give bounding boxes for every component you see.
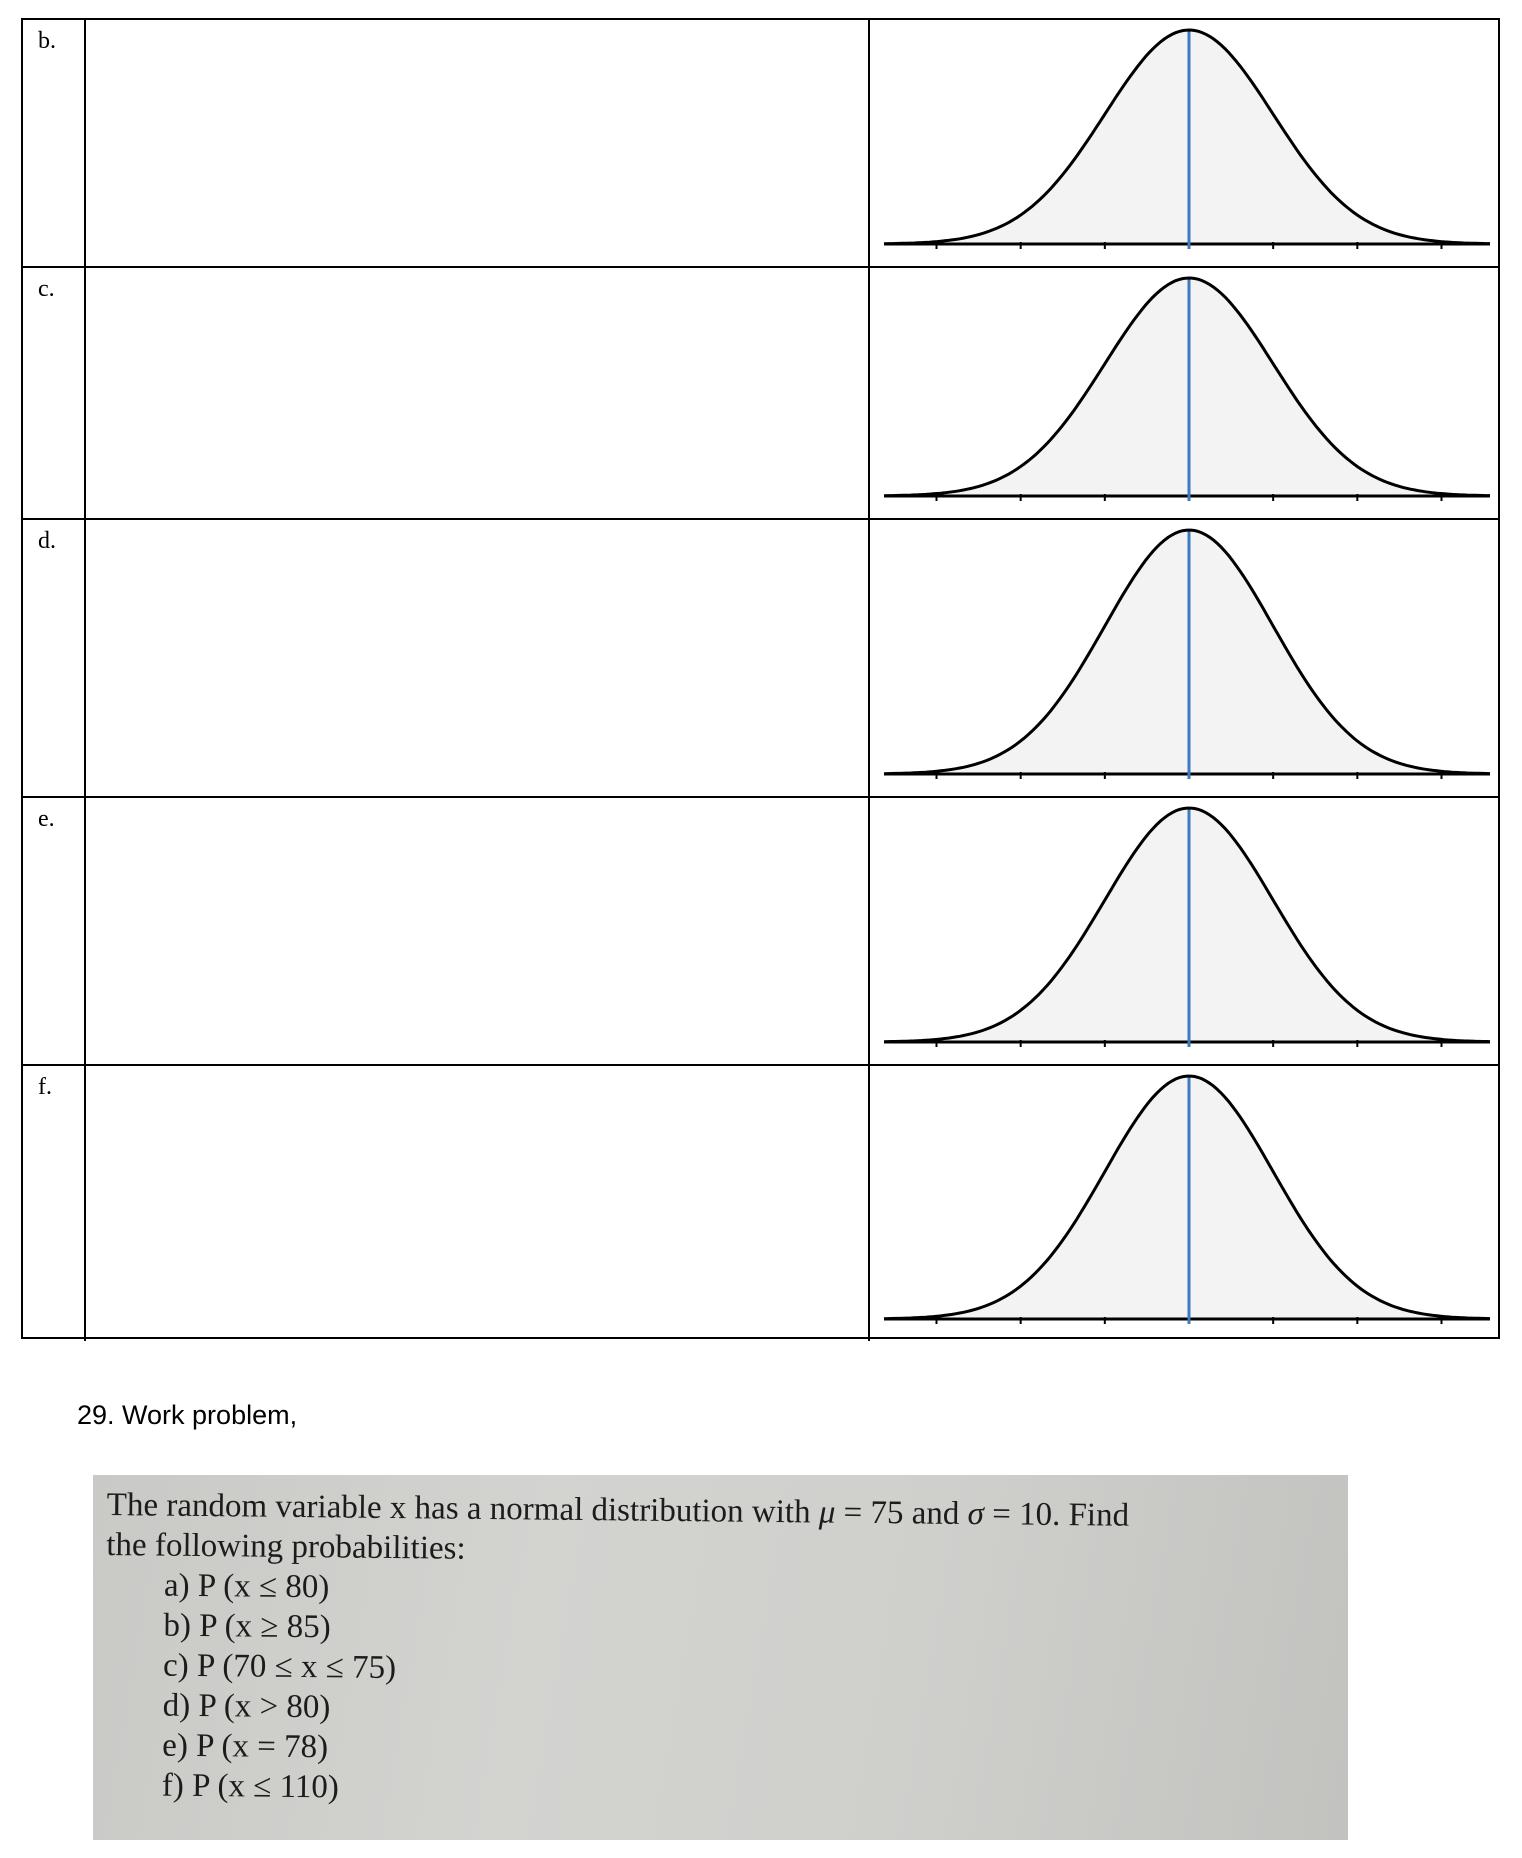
sigma-value: = 10. Find (983, 1496, 1130, 1534)
list-item: c) P (70 ≤ x ≤ 75) (162, 1647, 397, 1687)
normal-curve-cell (870, 520, 1498, 796)
problem-statement-line-2: the following probabilities: (106, 1526, 466, 1567)
row-label-cell (23, 20, 86, 266)
normal-curve-cell (870, 798, 1498, 1064)
curve-area (884, 278, 1490, 496)
table-row (23, 1066, 1498, 1341)
table-row (23, 520, 1498, 798)
curve-area (884, 1076, 1490, 1319)
normal-curve (870, 268, 1498, 518)
curve-area (884, 808, 1490, 1042)
answer-cell[interactable] (86, 20, 870, 266)
mu-value: = 75 and (835, 1494, 968, 1533)
sigma-symbol: σ (967, 1496, 985, 1533)
curve-area (884, 30, 1490, 244)
statement-text: The random variable x has a normal distribution with (106, 1486, 811, 1531)
answer-cell[interactable] (86, 520, 870, 796)
row-label: d. (38, 528, 56, 554)
worksheet-table (21, 18, 1500, 1339)
normal-curve (870, 1066, 1498, 1341)
list-item: b) P (x ≥ 85) (163, 1607, 331, 1646)
row-label-cell (23, 268, 86, 518)
row-label: c. (38, 276, 55, 302)
row-label: b. (38, 28, 56, 54)
list-item: e) P (x = 78) (162, 1727, 329, 1766)
table-row (23, 798, 1498, 1066)
normal-curve (870, 798, 1498, 1064)
answer-cell[interactable] (86, 798, 870, 1064)
curve-area (884, 530, 1490, 774)
problem-text (104, 1485, 1130, 1816)
normal-curve-cell (870, 1066, 1498, 1341)
row-label-cell (23, 1066, 86, 1341)
problem-photo (93, 1475, 1348, 1840)
list-item: a) P (x ≤ 80) (163, 1567, 330, 1606)
row-label-cell (23, 798, 86, 1064)
normal-curve-cell (870, 20, 1498, 266)
normal-curve (870, 520, 1498, 796)
normal-curve-cell (870, 268, 1498, 518)
row-label-cell (23, 520, 86, 796)
row-label: f. (38, 1074, 52, 1100)
list-item: f) P (x ≤ 110) (161, 1767, 340, 1806)
table-row (23, 268, 1498, 520)
list-item: d) P (x > 80) (162, 1687, 331, 1726)
row-label: e. (38, 806, 55, 832)
table-row (23, 20, 1498, 268)
normal-curve (870, 20, 1498, 266)
answer-cell[interactable] (86, 1066, 870, 1341)
answer-cell[interactable] (86, 268, 870, 518)
probability-list (162, 1566, 1129, 1816)
problem-heading: 29. Work problem, (77, 1400, 298, 1430)
mu-symbol: μ (818, 1494, 836, 1531)
